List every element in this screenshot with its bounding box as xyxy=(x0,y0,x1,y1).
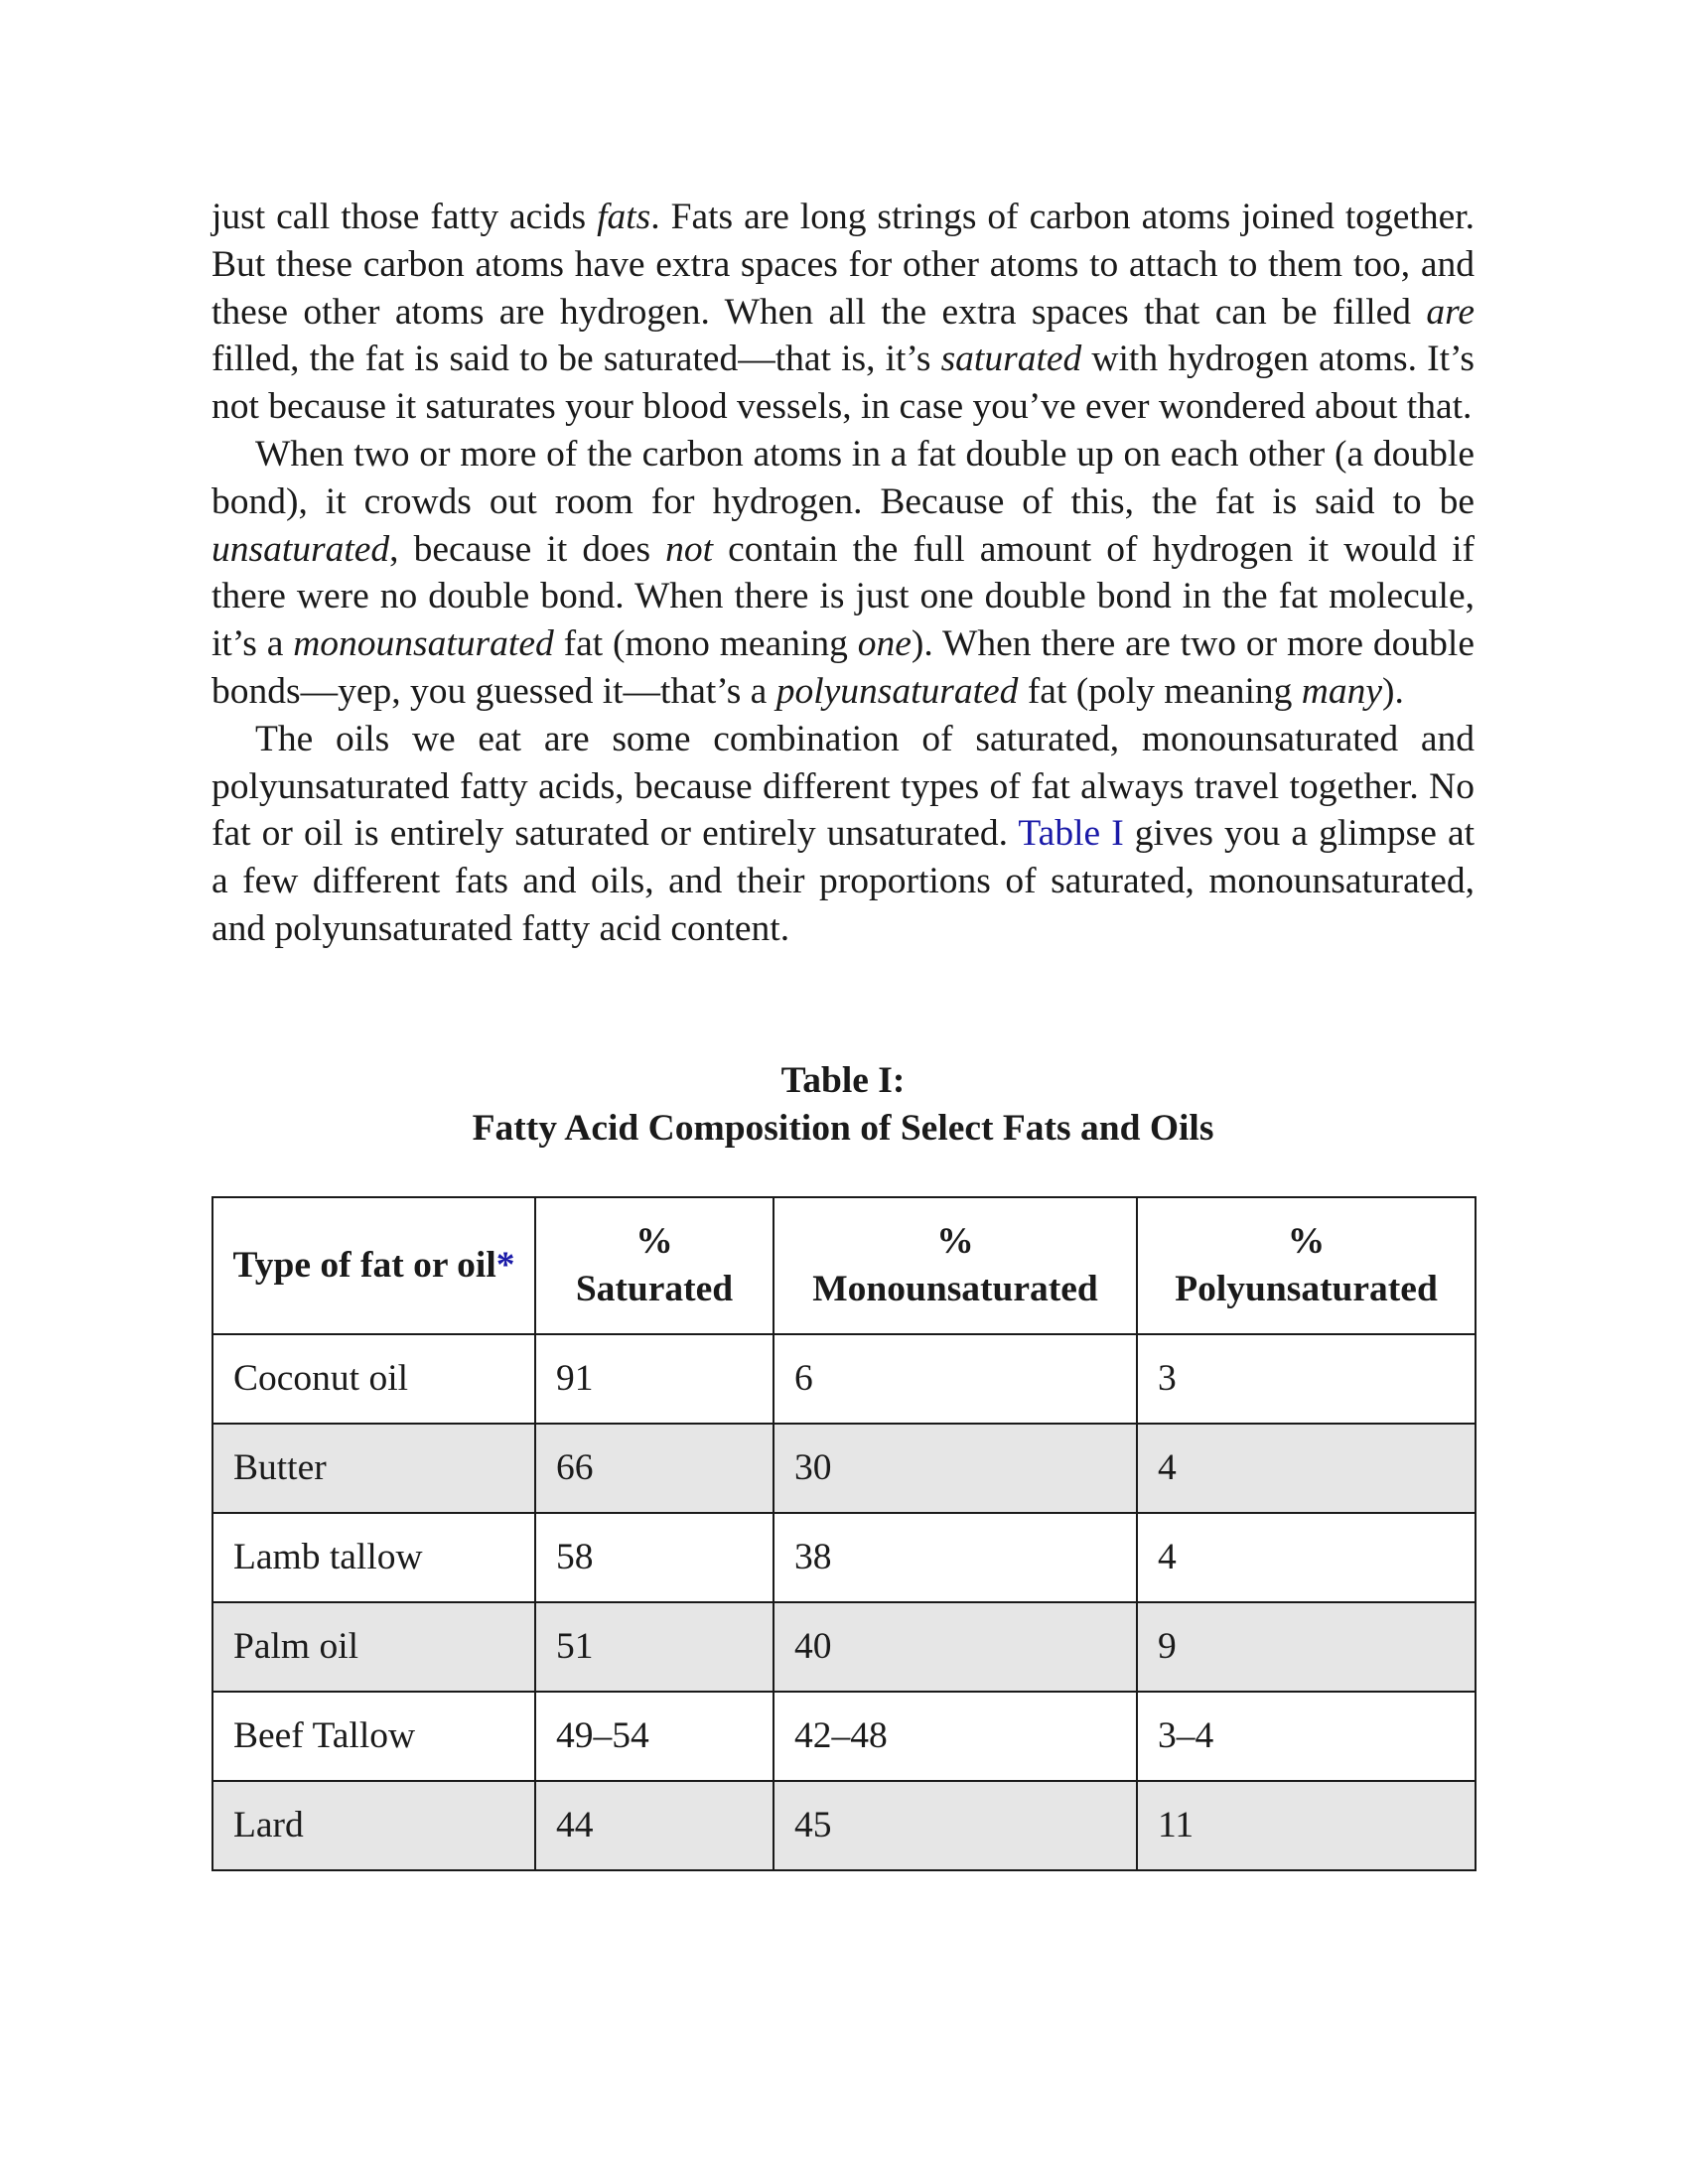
cell-monounsaturated: 40 xyxy=(774,1602,1137,1692)
header-monounsaturated xyxy=(774,1197,1137,1334)
cell-monounsaturated: 6 xyxy=(774,1334,1137,1424)
emphasis-polyunsaturated: polyunsaturated xyxy=(775,670,1019,712)
cell-monounsaturated: 42–48 xyxy=(774,1692,1137,1781)
table-caption xyxy=(211,1057,1475,1153)
text-run: contain the full amount of hydrogen it would if there were no double bond. When there is just one double bond in the fat molecule, it’s a xyxy=(211,528,1475,665)
cell-saturated: 49–54 xyxy=(535,1692,774,1781)
header-polyunsaturated xyxy=(1137,1197,1476,1334)
header-percent-sign: % xyxy=(936,1220,974,1262)
emphasis-saturated: saturated xyxy=(940,339,1082,380)
table-row xyxy=(212,1513,1476,1602)
cell-saturated: 66 xyxy=(535,1424,774,1513)
cell-monounsaturated: 30 xyxy=(774,1424,1137,1513)
header-percent-sign: % xyxy=(1287,1220,1326,1262)
header-saturated-label: Saturated xyxy=(575,1268,734,1309)
text-run: ). When there are two or more double bonds—yep, you guessed it—that’s a xyxy=(211,623,1475,712)
cell-polyunsaturated: 3–4 xyxy=(1137,1692,1476,1781)
cell-saturated: 91 xyxy=(535,1334,774,1424)
text-run: . Fats are long strings of carbon atoms joined together. But these carbon atoms have extra spaces for other atoms to attach to them too, and these other atoms are hydrogen. When all the extra spaces that can be filled xyxy=(211,197,1476,333)
text-run: gives you a glimpse at a few different fats and oils, and their proportions of saturated, monounsaturated, and polyunsaturated fatty acid content. xyxy=(211,813,1476,949)
footnote-asterisk-link[interactable]: * xyxy=(495,1244,515,1286)
text-run: filled, the fat is said to be saturated—that is, it’s xyxy=(211,339,941,380)
cell-polyunsaturated: 9 xyxy=(1137,1602,1476,1692)
table-row xyxy=(212,1602,1476,1692)
emphasis-not: not xyxy=(665,528,714,570)
text-run: fat (poly meaning xyxy=(1018,670,1302,712)
header-type-label: Type of fat or oil xyxy=(232,1244,496,1286)
cell-polyunsaturated: 3 xyxy=(1137,1334,1476,1424)
paragraph-3 xyxy=(211,716,1475,953)
text-run: When two or more of the carbon atoms in a fat double up on each other (a double bond), it crowds out room for hydrogen. Because of this, the fat is said to be xyxy=(211,433,1475,522)
header-type xyxy=(212,1197,535,1334)
emphasis-fats: fats xyxy=(597,197,651,237)
cell-polyunsaturated: 11 xyxy=(1137,1781,1476,1870)
paragraph-1 xyxy=(211,194,1475,431)
cell-saturated: 58 xyxy=(535,1513,774,1602)
text-run: just call those fatty acids xyxy=(211,197,598,237)
cell-fat-type: Palm oil xyxy=(212,1602,535,1692)
table-i-link[interactable]: Table I xyxy=(1018,813,1124,855)
emphasis-one: one xyxy=(857,623,912,665)
cell-monounsaturated: 45 xyxy=(774,1781,1137,1870)
text-run: ). xyxy=(1382,670,1404,712)
text-run: fat (mono meaning xyxy=(553,623,858,665)
text-run: , because it does xyxy=(389,528,666,570)
cell-saturated: 44 xyxy=(535,1781,774,1870)
header-polyunsaturated-label: Polyunsaturated xyxy=(1175,1268,1438,1309)
cell-fat-type: Lard xyxy=(212,1781,535,1870)
header-percent-sign: % xyxy=(635,1220,673,1262)
table-row xyxy=(212,1424,1476,1513)
emphasis-unsaturated: unsaturated xyxy=(211,528,390,570)
emphasis-are: are xyxy=(1426,291,1475,333)
table-caption-label: Table I: xyxy=(780,1059,906,1101)
cell-polyunsaturated: 4 xyxy=(1137,1513,1476,1602)
table-header-row xyxy=(212,1197,1476,1334)
paragraph-2 xyxy=(211,431,1475,716)
page-content xyxy=(211,194,1475,1871)
text-run: with hydrogen atoms. It’s not because it saturates your blood vessels, in case you’ve ever wondered about that. xyxy=(211,339,1475,428)
emphasis-many: many xyxy=(1301,670,1383,712)
fatty-acid-table xyxy=(211,1196,1477,1871)
table-row xyxy=(212,1781,1476,1870)
cell-saturated: 51 xyxy=(535,1602,774,1692)
header-saturated xyxy=(535,1197,774,1334)
table-caption-title: Fatty Acid Composition of Select Fats and Oils xyxy=(472,1107,1214,1149)
text-run: The oils we eat are some combination of saturated, monounsaturated and polyunsaturated fatty acids, because different types of fat always travel together. No fat or oil is entirely saturated or entirely unsaturated. xyxy=(211,718,1475,855)
cell-fat-type: Coconut oil xyxy=(212,1334,535,1424)
cell-fat-type: Butter xyxy=(212,1424,535,1513)
cell-polyunsaturated: 4 xyxy=(1137,1424,1476,1513)
table-row xyxy=(212,1692,1476,1781)
table-row xyxy=(212,1334,1476,1424)
emphasis-monounsaturated: monounsaturated xyxy=(293,623,554,665)
cell-fat-type: Lamb tallow xyxy=(212,1513,535,1602)
cell-monounsaturated: 38 xyxy=(774,1513,1137,1602)
header-monounsaturated-label: Monounsaturated xyxy=(812,1268,1098,1309)
cell-fat-type: Beef Tallow xyxy=(212,1692,535,1781)
